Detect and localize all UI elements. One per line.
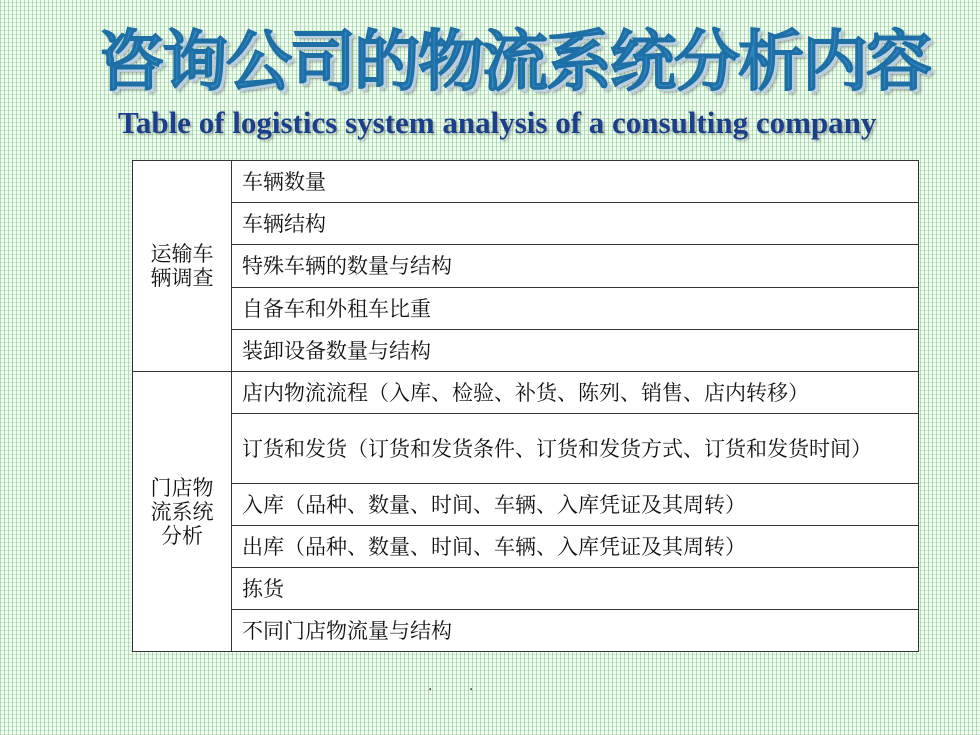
table-cell: 订货和发货（订货和发货条件、订货和发货方式、订货和发货时间） [232, 414, 919, 484]
table-row [133, 484, 919, 526]
table-row [133, 288, 919, 330]
table-cell: 自备车和外租车比重 [232, 288, 919, 330]
table-row [133, 526, 919, 568]
group-label-store-logistics: 门店物流系统分析 [133, 372, 232, 652]
table-row [133, 330, 919, 372]
group-label-vehicle-survey: 运输车辆调查 [133, 161, 232, 372]
table-cell: 店内物流流程（入库、检验、补货、陈列、销售、店内转移） [232, 372, 919, 414]
table-row [133, 610, 919, 652]
table-cell: 入库（品种、数量、时间、车辆、入库凭证及其周转） [232, 484, 919, 526]
footer-marks: . . [428, 678, 490, 694]
table-cell: 车辆数量 [232, 161, 919, 203]
analysis-table [132, 160, 919, 652]
table-row [133, 245, 919, 288]
page-subtitle: Table of logistics system analysis of a consulting company [118, 105, 877, 140]
table-row [133, 568, 919, 610]
table-row [133, 203, 919, 245]
table-cell: 车辆结构 [232, 203, 919, 245]
table-cell: 出库（品种、数量、时间、车辆、入库凭证及其周转） [232, 526, 919, 568]
table-cell: 拣货 [232, 568, 919, 610]
page-title: 咨询公司的物流系统分析内容 [98, 23, 930, 100]
table-cell: 装卸设备数量与结构 [232, 330, 919, 372]
table-row [133, 372, 919, 414]
table-row [133, 161, 919, 203]
table-cell: 特殊车辆的数量与结构 [232, 245, 919, 288]
table-cell: 不同门店物流量与结构 [232, 610, 919, 652]
table-row [133, 414, 919, 484]
